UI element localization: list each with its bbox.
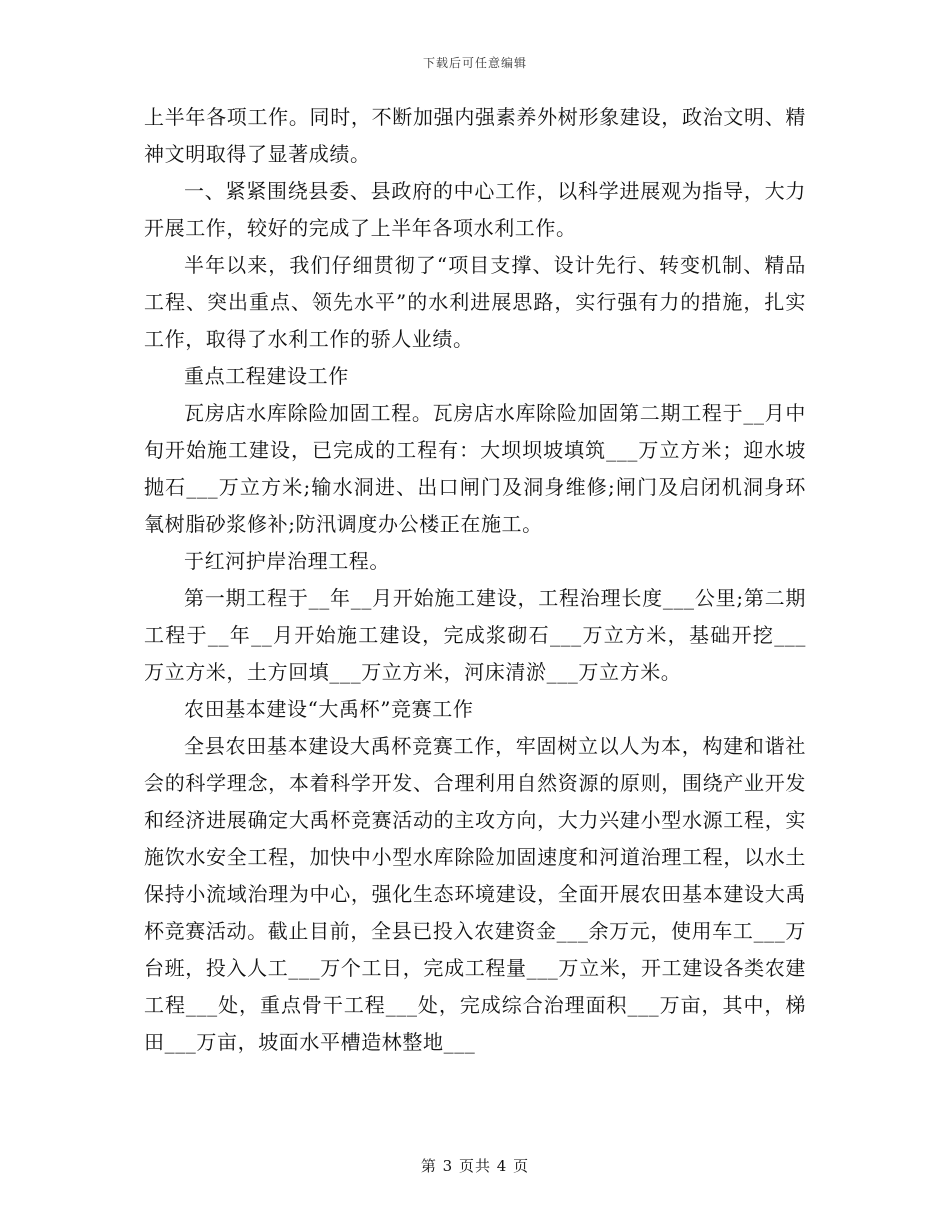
- paragraph-wafangdian-reservoir: 瓦房店水库除险加固工程。瓦房店水库除险加固第二期工程于__月中旬开始施工建设，已完成的工程有：大坝坝坡填筑___万立方米；迎水坡抛石___万立方米;输水洞进、出口闸门及洞身维修;闸门及启闭机洞身环氧树脂砂浆修补;防汛调度办公楼正在施工。: [144, 401, 806, 536]
- page-number: 第 3 页共 4 页: [420, 1157, 530, 1175]
- section-heading-key-projects: 重点工程建设工作: [184, 364, 349, 388]
- paragraph-1: 上半年各项工作。同时，不断加强内强素养外树形象建设，政治文明、精神文明取得了显著成绩。: [144, 105, 806, 166]
- section-heading-yuhong-river: 于红河护岸治理工程。: [184, 549, 390, 573]
- paragraph-2: 一、紧紧围绕县委、县政府的中心工作，以科学进展观为指导，大力开展工作，较好的完成了上半年各项水利工作。: [144, 179, 806, 240]
- paragraph-dayu-cup-details: 全县农田基本建设大禹杯竞赛工作，牢固树立以人为本，构建和谐社会的科学理念，本着科学开发、合理利用自然资源的原则，围绕产业开发和经济进展确定大禹杯竞赛活动的主攻方向，大力兴建小型水源工程，实施饮水安全工程，加快中小型水库除险加固速度和河道治理工程，以水土保持小流域治理为中心，强化生态环境建设，全面开展农田基本建设大禹杯竞赛活动。截止目前，全县已投入农建资金___余万元，使用车工___万台班，投入人工___万个工日，完成工程量___万立米，开工建设各类农建工程___处，重点骨干工程___处，完成综合治理面积___万亩，其中，梯田___万亩，坡面水平槽造林整地___: [144, 734, 806, 1054]
- page-header-note: 下载后可任意编辑: [422, 56, 527, 70]
- paragraph-river-phases: 第一期工程于__年__月开始施工建设，工程治理长度___公里;第二期工程于__年__月开始施工建设，完成浆砌石___万立方米，基础开挖___万立方米，土方回填___万立方米，河床清淤___万立方米。: [144, 586, 806, 684]
- paragraph-3: 半年以来，我们仔细贯彻了“项目支撑、设计先行、转变机制、精品工程、突出重点、领先水平”的水利进展思路，实行强有力的措施，扎实工作，取得了水利工作的骄人业绩。: [144, 253, 806, 351]
- document-body: [144, 99, 806, 1061]
- section-heading-dayu-cup: 农田基本建设“大禹杯”竞赛工作: [184, 697, 474, 721]
